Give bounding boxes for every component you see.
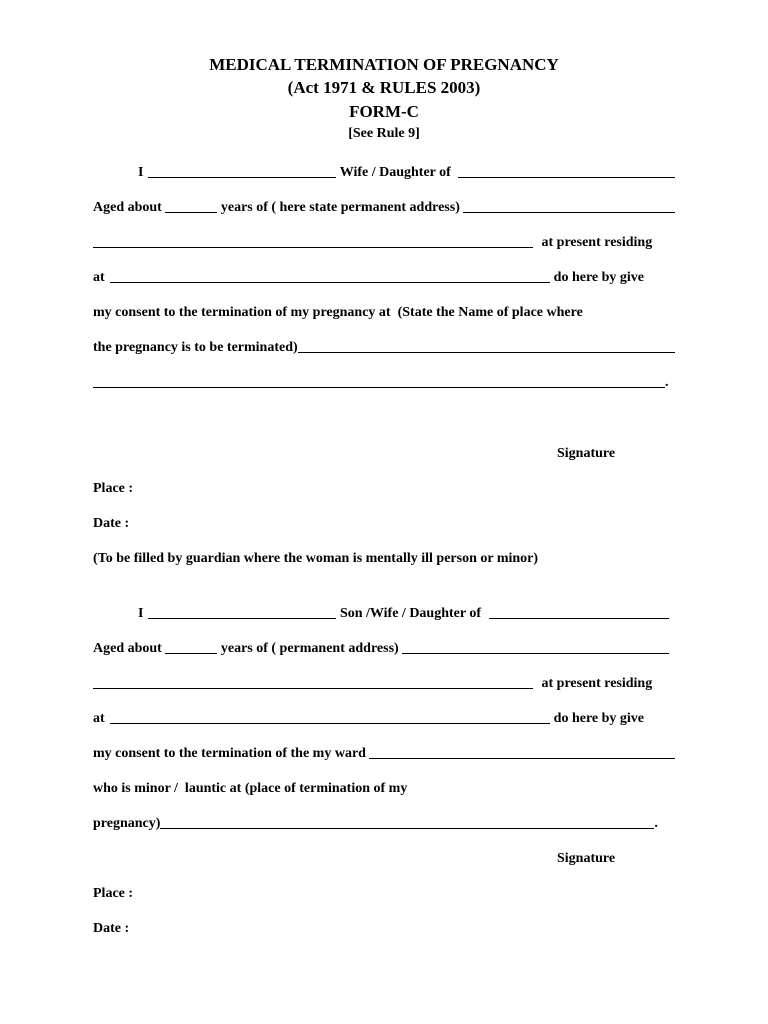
s1-date-label: Date : <box>93 516 130 531</box>
s2-signature-label: Signature <box>557 851 616 866</box>
s1-signature-label: Signature <box>557 446 616 461</box>
s1-line-7 <box>93 376 675 390</box>
s2-pregnancy-label: pregnancy) <box>93 816 161 831</box>
s2-ward-blank[interactable] <box>369 757 675 759</box>
s1-line-5 <box>93 306 675 320</box>
s2-present-address-blank[interactable] <box>110 722 550 724</box>
s1-line-6 <box>93 341 675 355</box>
s2-place-label: Place : <box>93 886 134 901</box>
s1-place-blank[interactable] <box>298 351 675 353</box>
s2-line-3 <box>93 677 675 691</box>
s2-at-label: at <box>93 711 109 726</box>
s2-address-blank-2[interactable] <box>93 687 533 689</box>
s2-date-label: Date : <box>93 921 130 936</box>
s1-period: . <box>665 375 669 390</box>
s1-address-blank-2[interactable] <box>93 246 533 248</box>
s2-line-4 <box>93 712 675 726</box>
s2-line-1 <box>93 607 675 621</box>
s1-terminated-label: the pregnancy is to be terminated) <box>93 340 298 355</box>
guardian-note: (To be filled by guardian where the woman is mentally ill person or minor) <box>93 551 539 566</box>
s1-address-label: years of ( here state permanent address) <box>217 200 464 215</box>
s1-consent-text: my consent to the termination of my pregnancy at (State the Name of place where <box>93 305 583 320</box>
s2-relation-label: Son /Wife / Daughter of <box>336 606 485 621</box>
s1-aged-label: Aged about <box>93 200 166 215</box>
s1-residing-label: at present residing <box>538 235 653 250</box>
s1-present-address-blank[interactable] <box>110 281 550 283</box>
s2-line-2 <box>93 642 675 656</box>
s1-i-label: I <box>138 165 144 180</box>
s2-address-label: years of ( permanent address) <box>217 641 403 656</box>
form-title: MEDICAL TERMINATION OF PREGNANCY <box>209 55 559 74</box>
s2-i-label: I <box>138 606 144 621</box>
s2-address-blank[interactable] <box>402 652 669 654</box>
s1-relation-label: Wife / Daughter of <box>336 165 455 180</box>
s1-place-blank-2[interactable] <box>93 386 665 388</box>
form-number: FORM-C <box>349 102 419 121</box>
s2-give-label: do here by give <box>550 711 645 726</box>
s2-minor-text: who is minor / launtic at (place of termination of my <box>93 781 408 796</box>
s2-line-7 <box>93 817 675 831</box>
s1-line-2 <box>93 201 675 215</box>
s1-relative-blank[interactable] <box>458 176 675 178</box>
s1-name-blank[interactable] <box>148 176 336 178</box>
s1-place-label: Place : <box>93 481 134 496</box>
s2-residing-label: at present residing <box>538 676 653 691</box>
s1-line-1 <box>93 166 675 180</box>
s2-relative-blank[interactable] <box>489 617 670 619</box>
s1-give-label: do here by give <box>550 270 645 285</box>
form-rule: [See Rule 9] <box>348 126 420 141</box>
s1-line-4 <box>93 271 675 285</box>
s2-age-blank[interactable] <box>165 652 217 654</box>
s2-aged-label: Aged about <box>93 641 166 656</box>
s1-address-blank[interactable] <box>463 211 675 213</box>
s1-line-3 <box>93 236 675 250</box>
s1-age-blank[interactable] <box>165 211 217 213</box>
s1-at-label: at <box>93 270 109 285</box>
form-act: (Act 1971 & RULES 2003) <box>287 78 481 97</box>
s2-place-blank[interactable] <box>160 827 654 829</box>
s2-period: . <box>654 816 658 831</box>
s2-line-5 <box>93 747 675 761</box>
s2-ward-label: my consent to the termination of the my ward <box>93 746 370 761</box>
s2-name-blank[interactable] <box>148 617 336 619</box>
s2-line-6 <box>93 782 675 796</box>
